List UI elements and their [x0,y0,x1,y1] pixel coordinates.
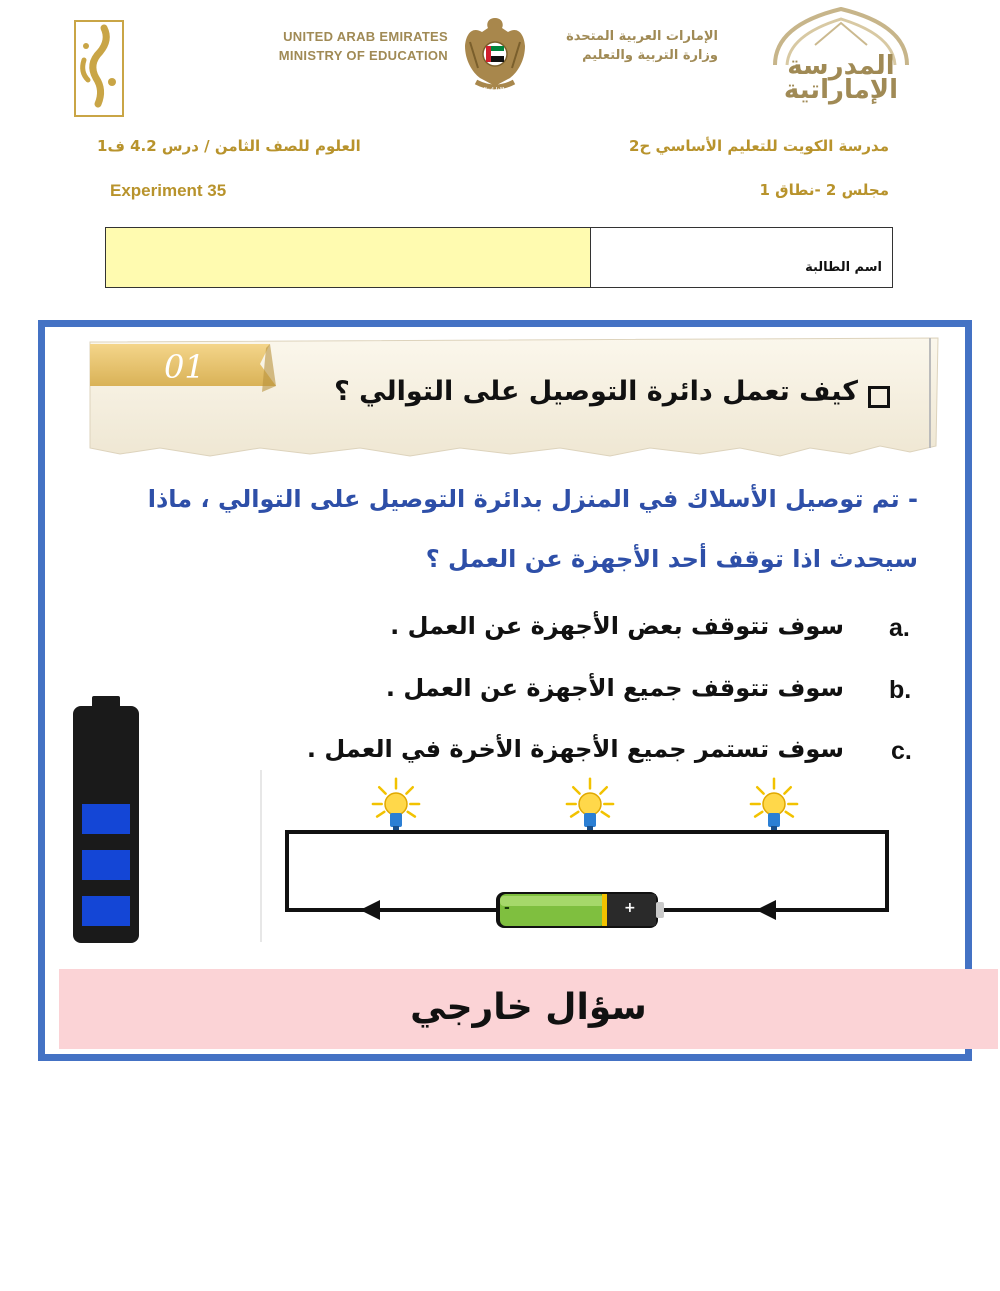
emblem-caption: دولة الإمارات العربية المتحدة [457,86,514,91]
left-logo [74,20,124,117]
school-logo [755,5,927,105]
ministry-ar-line2: وزارة التربية والتعليم [582,48,718,63]
school-logo-text-1: المدرسة [787,51,895,81]
experiment-number: Experiment 35 [110,181,227,200]
current-arrow-left-icon [360,900,380,920]
option-b-text[interactable]: سوف تتوقف جميع الأجهزة عن العمل . [385,674,844,702]
cell-plus-label: + [624,900,636,916]
school-name: مدرسة الكويت للتعليم الأساسي ح2 [629,137,889,155]
current-arrow-right-icon [756,900,776,920]
option-c-letter[interactable]: c. [891,737,912,765]
external-question-bar [59,969,998,1049]
option-b-letter[interactable]: b. [889,676,912,704]
battery-icon [72,696,140,944]
battery-cell-icon [496,892,664,928]
ministry-en-line2: MINISTRY OF EDUCATION [278,48,448,63]
school-logo-text-2: الإماراتية [783,75,899,105]
ministry-en-line1: UNITED ARAB EMIRATES [283,29,448,44]
student-name-input[interactable] [106,228,591,287]
student-name-label: اسم الطالبة [805,260,882,275]
light-bulb-icon [751,779,797,830]
battery-level-bar [82,850,130,880]
series-circuit-icon [260,770,914,942]
question-title: كيف تعمل دائرة التوصيل على التوالي ؟ [334,376,858,407]
falcon-emblem-icon [457,12,528,94]
question-prompt-line2: سيحدث اذا توقف أحد الأجهزة عن العمل ؟ [425,545,918,573]
ministry-name-ar [566,27,718,65]
course-info: العلوم للصف الثامن / درس 4.2 ف1 [97,137,361,155]
battery-level-bar [82,896,130,926]
option-c-text[interactable]: سوف تستمر جميع الأجهزة الأخرة في العمل . [306,735,844,763]
ministry-ar-line1: الإمارات العربية المتحدة [566,29,718,44]
battery-level-bar [82,804,130,834]
question-checkbox[interactable] [868,386,890,408]
student-name-table [105,227,893,288]
external-question-label: سؤال خارجي [410,987,647,1028]
light-bulb-icon [567,779,613,830]
circuit-diagram [260,770,914,942]
option-a-text[interactable]: سوف تتوقف بعض الأجهزة عن العمل . [390,612,844,640]
option-a-letter[interactable]: a. [889,614,910,642]
ministry-name-en [279,27,448,65]
calligraphy-logo-icon [74,20,124,117]
light-bulb-icon [373,779,419,830]
question-number: 01 [164,348,205,386]
battery-indicator [72,696,140,944]
uae-emblem [457,12,528,94]
cell-minus-label: - [504,900,510,916]
council-info: مجلس 2 -نطاق 1 [759,181,889,199]
question-prompt-line1: - تم توصيل الأسلاك في المنزل بدائرة التوصيل على التوالي ، ماذا [147,485,918,513]
student-name-label-cell [591,228,892,287]
